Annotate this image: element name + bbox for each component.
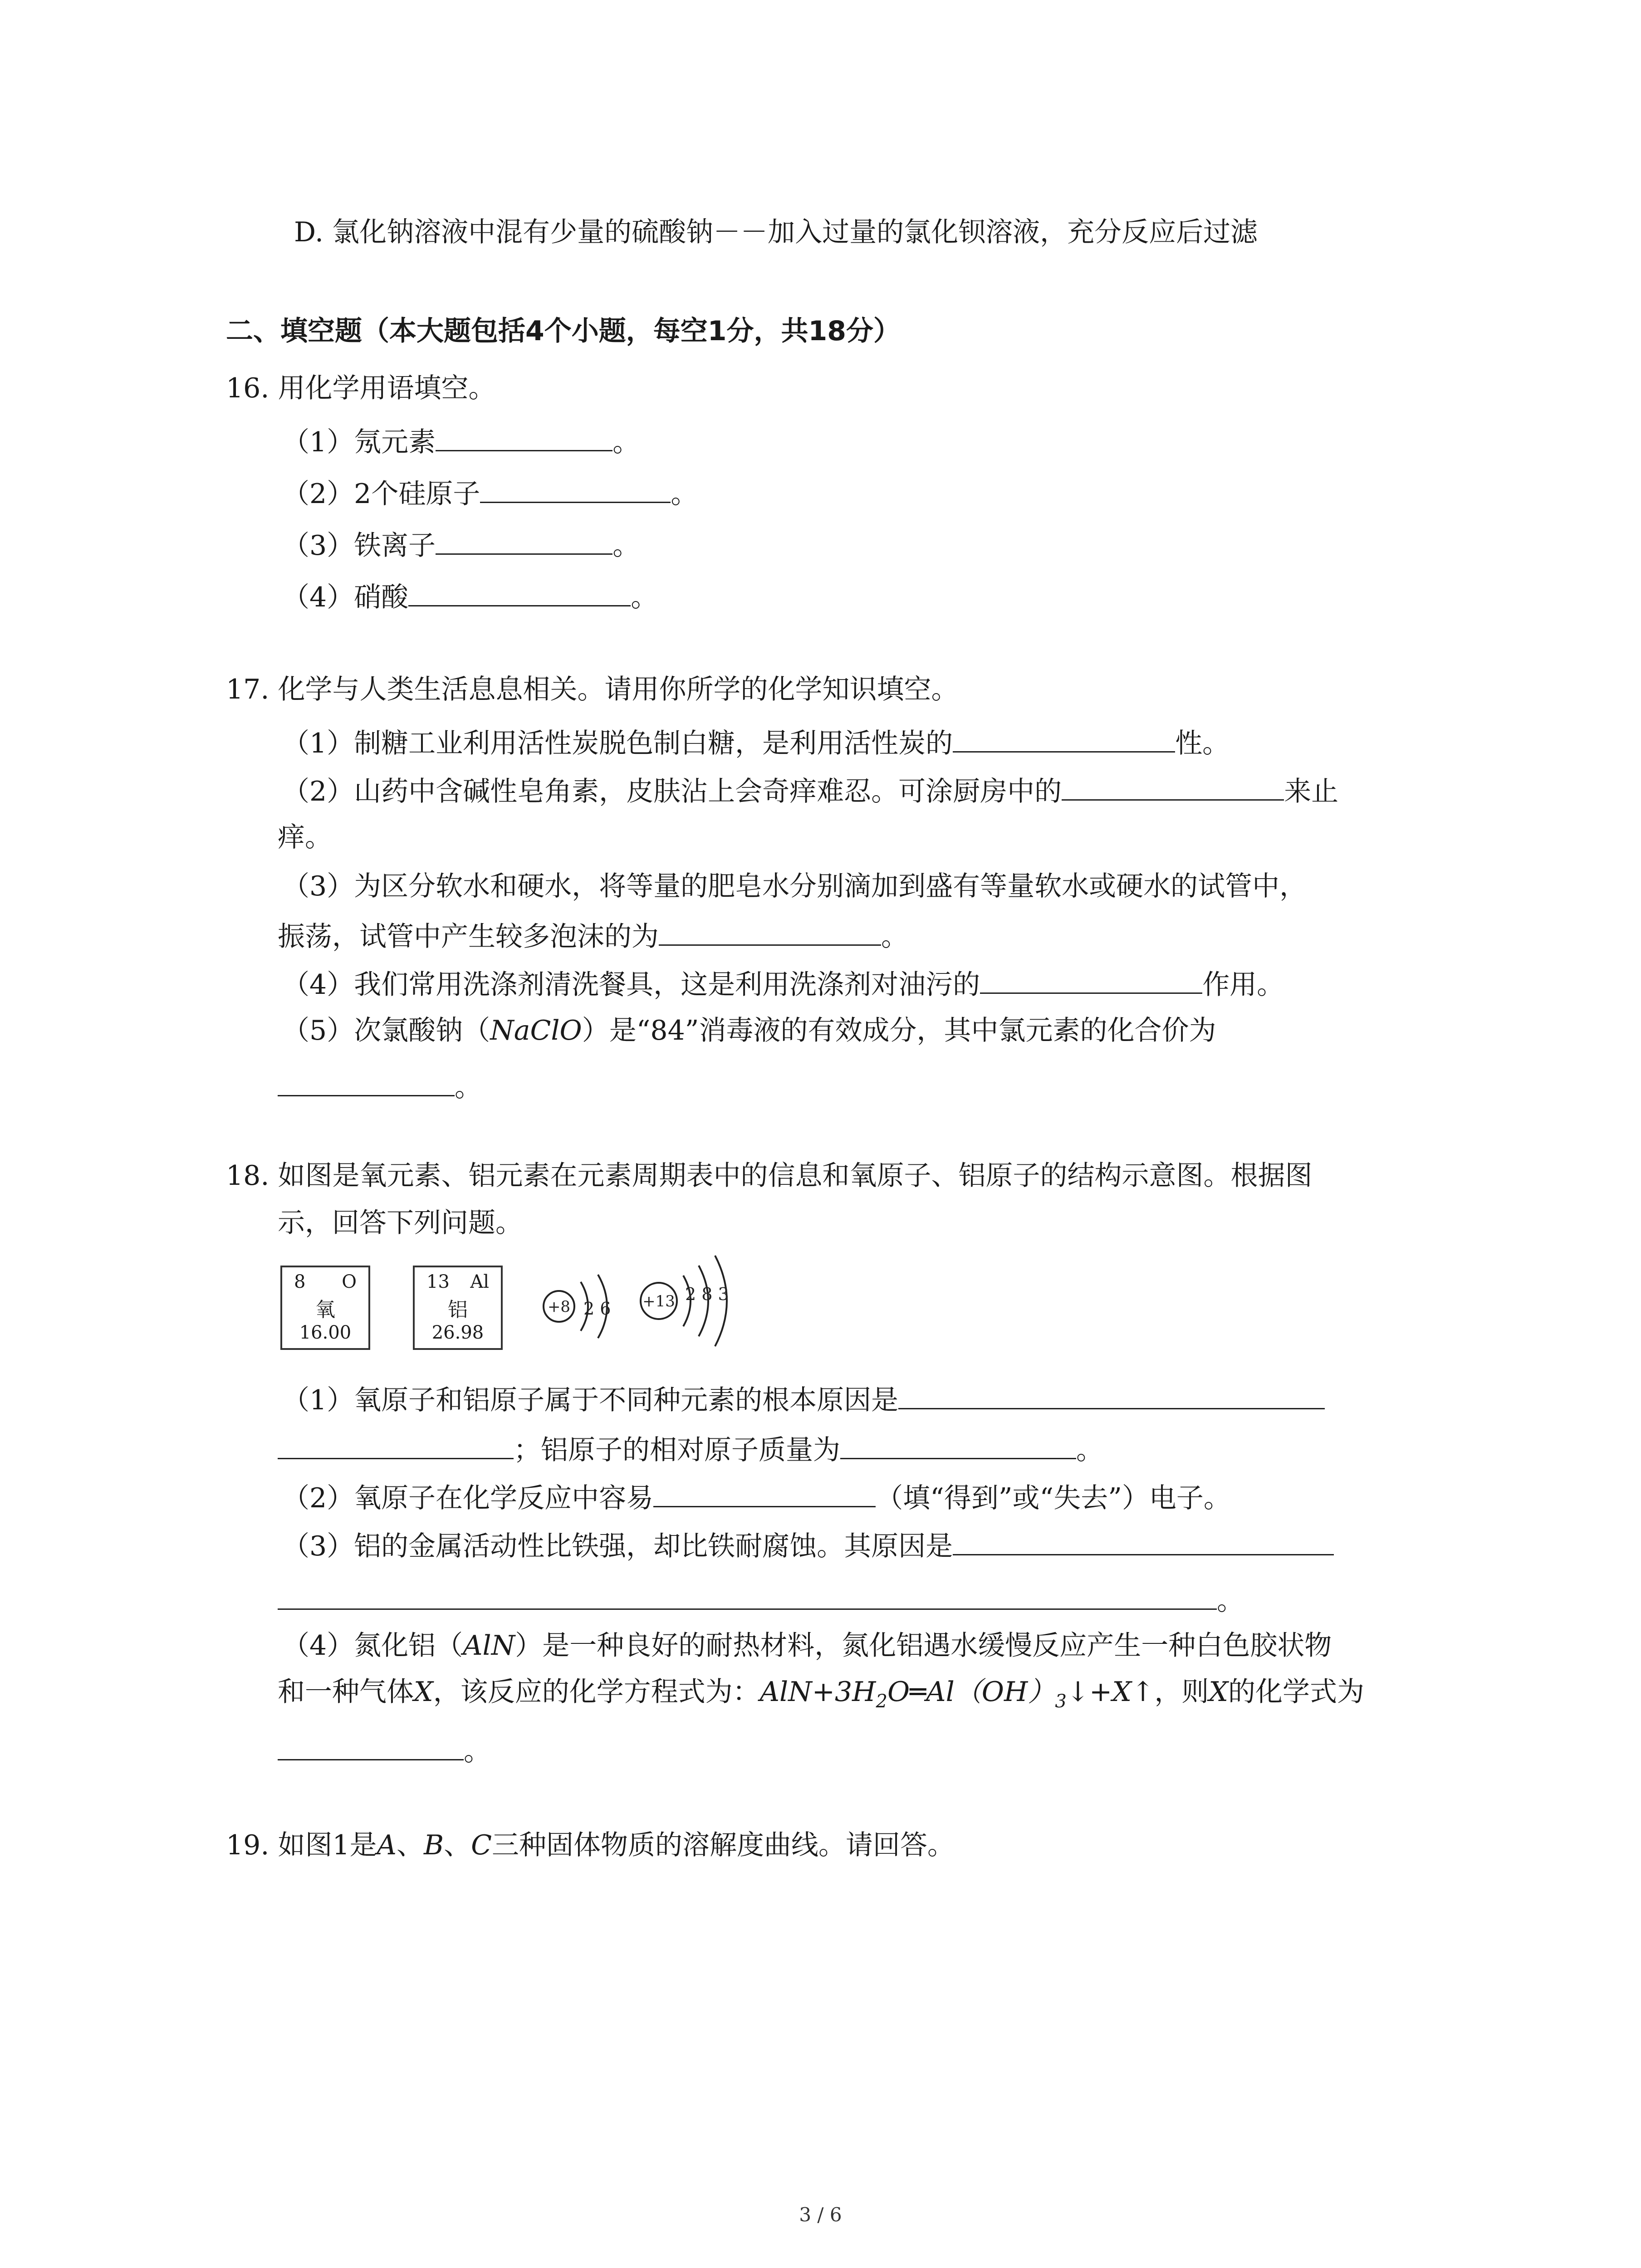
equation-subscript: 3 (1055, 1691, 1067, 1712)
q18-stem-cont: 示，回答下列问题。 (278, 1207, 523, 1239)
q18-part-3-cont (278, 1580, 1244, 1619)
oxygen-electron-shells: 2 6 (583, 1299, 611, 1319)
q18-part-4-text: （4）氮化铝（ (282, 1630, 463, 1662)
section-2-title: 二、填空题（本大题包括4个小题，每空1分，共18分） (226, 315, 901, 347)
q17-part-2-suffix: 来止 (1284, 776, 1339, 807)
q16-part-2 (282, 474, 698, 512)
periodic-cell-aluminum (413, 1266, 503, 1350)
atom-structure-diagrams (535, 1243, 762, 1370)
equation-part: ↓+X↑ (1066, 1676, 1155, 1708)
q18-part-4-answer (278, 1731, 491, 1769)
q17-part-4-suffix: 作用。 (1202, 969, 1284, 1001)
q17-part-1-text: （1）制糖工业利用活性炭脱色制白糖，是利用活性炭的 (282, 728, 953, 759)
q18-part-4 (282, 1628, 1332, 1664)
substance-a: A (377, 1829, 397, 1861)
q17-part-2-cont: 痒。 (278, 821, 332, 853)
atomic-mass: 26.98 (431, 1322, 484, 1343)
period: 。 (1217, 1585, 1244, 1617)
q18-part-1-text: （1）氧原子和铝原子属于不同种元素的根本原因是 (282, 1384, 899, 1416)
q17-part-1 (282, 723, 1230, 762)
q18-part-1 (282, 1380, 1325, 1418)
answer-blank[interactable] (898, 1380, 1325, 1409)
q18-part-1-cont (278, 1430, 1103, 1468)
q17-part-5 (282, 1012, 1216, 1049)
answer-blank[interactable] (408, 577, 631, 606)
answer-blank[interactable] (480, 474, 671, 503)
answer-blank[interactable] (659, 916, 881, 946)
oxygen-nucleus-charge: +8 (547, 1298, 571, 1316)
variable-x: X (414, 1676, 433, 1708)
element-symbol: O (342, 1271, 357, 1292)
answer-blank[interactable] (278, 1067, 455, 1096)
q18-part-4-text-4: ，该反应的化学方程式为： (433, 1676, 760, 1708)
q15-option-d (294, 214, 1258, 250)
q18-part-4-text-5: ，则 (1154, 1676, 1209, 1708)
period: 。 (671, 478, 698, 510)
q18-part-4-text-2: ）是一种良好的耐热材料，氮化铝遇水缓慢反应产生一种白色胶状物 (515, 1630, 1332, 1662)
answer-blank[interactable] (278, 1731, 464, 1760)
answer-blank[interactable] (953, 1526, 1334, 1555)
period: 。 (455, 1071, 482, 1103)
page-number: 3 / 6 (799, 2204, 842, 2226)
q17-part-2 (282, 771, 1338, 810)
answer-blank[interactable] (840, 1430, 1076, 1459)
q16-part-1 (282, 422, 640, 460)
atomic-mass: 16.00 (299, 1322, 352, 1343)
equation-part: AlN+3H (759, 1676, 876, 1708)
answer-blank[interactable] (436, 525, 612, 555)
option-d-text: D. 氯化钠溶液中混有少量的硫酸钠－－加入过量的氯化钡溶液，充分反应后过滤 (294, 216, 1258, 248)
periodic-cell-oxygen (280, 1266, 370, 1350)
q18-part-2-suffix: （填“得到”或“失去”）电子。 (876, 1482, 1231, 1514)
q19-text: 19. 如图1是 (226, 1829, 377, 1861)
q16-part-4 (282, 577, 658, 616)
q18-part-2-text: （2）氧原子在化学反应中容易 (282, 1482, 654, 1514)
period: 。 (1076, 1434, 1103, 1466)
answer-blank[interactable] (1062, 771, 1284, 801)
q16-part-4-label: （4）硝酸 (282, 582, 409, 613)
q16-part-3-label: （3）铁离子 (282, 530, 436, 562)
q18-part-1-text-2: ；铝原子的相对原子质量为 (514, 1434, 840, 1466)
period: 。 (631, 582, 658, 613)
equation-subscript: 2 (876, 1691, 887, 1712)
atomic-number: 8 (294, 1271, 306, 1292)
period: 。 (464, 1735, 491, 1767)
q19-stem (226, 1827, 955, 1863)
oxygen-atom-diagram (544, 1275, 611, 1338)
q17-part-1-suffix: 性。 (1175, 728, 1230, 759)
q17-part-4 (282, 964, 1284, 1003)
aluminum-electron-shells: 2 8 3 (685, 1284, 729, 1304)
q18-part-4-equation-line (278, 1674, 1364, 1720)
substance-b: B (424, 1829, 444, 1861)
q17-stem: 17. 化学与人类生活息息相关。请用你所学的化学知识填空。 (226, 674, 959, 705)
element-name: 铝 (448, 1298, 468, 1321)
q16-stem: 16. 用化学用语填空。 (226, 372, 496, 404)
q17-part-5-text-2: ）是“84”消毒液的有效成分，其中氯元素的化合价为 (582, 1015, 1216, 1046)
answer-blank[interactable] (980, 964, 1202, 994)
q17-part-2-text: （2）山药中含碱性皂角素，皮肤沾上会奇痒难忍。可涂厨房中的 (282, 776, 1062, 807)
q17-part-3-cont (278, 916, 908, 955)
equation-part: O═Al（OH） (887, 1676, 1055, 1708)
answer-blank[interactable] (653, 1478, 876, 1507)
q18-part-3 (282, 1526, 1334, 1564)
q19-text-2: 三种固体物质的溶解度曲线。请回答。 (492, 1829, 955, 1861)
substance-c: C (471, 1829, 492, 1861)
q17-part-5-answer (278, 1067, 482, 1105)
q17-part-3: （3）为区分软水和硬水，将等量的肥皂水分别滴加到盛有等量软水或硬水的试管中， (282, 870, 1307, 902)
aluminum-atom-diagram (641, 1256, 729, 1346)
variable-x: X (1209, 1676, 1229, 1708)
answer-blank[interactable] (278, 1580, 1217, 1610)
formula-naclo: NaClO (490, 1015, 582, 1046)
q16-part-1-label: （1）氖元素 (282, 426, 436, 458)
element-symbol: Al (470, 1271, 489, 1292)
q16-part-3 (282, 525, 640, 564)
q16-part-2-label: （2）2个硅原子 (282, 478, 480, 510)
period: 。 (612, 530, 640, 562)
q18-part-4-text-6: 的化学式为 (1228, 1676, 1365, 1708)
q17-part-3-text: 振荡，试管中产生较多泡沫的为 (278, 921, 659, 953)
atomic-number: 13 (426, 1271, 450, 1292)
answer-blank[interactable] (278, 1430, 514, 1459)
answer-blank[interactable] (436, 422, 612, 451)
q18-stem: 18. 如图是氧元素、铝元素在元素周期表中的信息和氧原子、铝原子的结构示意图。根据图 (226, 1160, 1313, 1192)
aluminum-nucleus-charge: +13 (642, 1292, 675, 1310)
separator: 、 (397, 1829, 424, 1861)
period: 。 (881, 921, 908, 953)
separator: 、 (444, 1829, 471, 1861)
formula-aln: AlN (463, 1630, 515, 1662)
chemical-equation (759, 1676, 1155, 1712)
q18-part-4-text-3: 和一种气体 (278, 1676, 414, 1708)
q17-part-4-text: （4）我们常用洗涤剂清洗餐具，这是利用洗涤剂对油污的 (282, 969, 980, 1001)
answer-blank[interactable] (953, 723, 1175, 753)
q18-part-3-text: （3）铝的金属活动性比铁强，却比铁耐腐蚀。其原因是 (282, 1530, 953, 1562)
element-name: 氧 (315, 1298, 335, 1321)
q17-part-5-text: （5）次氯酸钠（ (282, 1015, 490, 1046)
period: 。 (612, 426, 640, 458)
q18-part-2 (282, 1478, 1231, 1516)
